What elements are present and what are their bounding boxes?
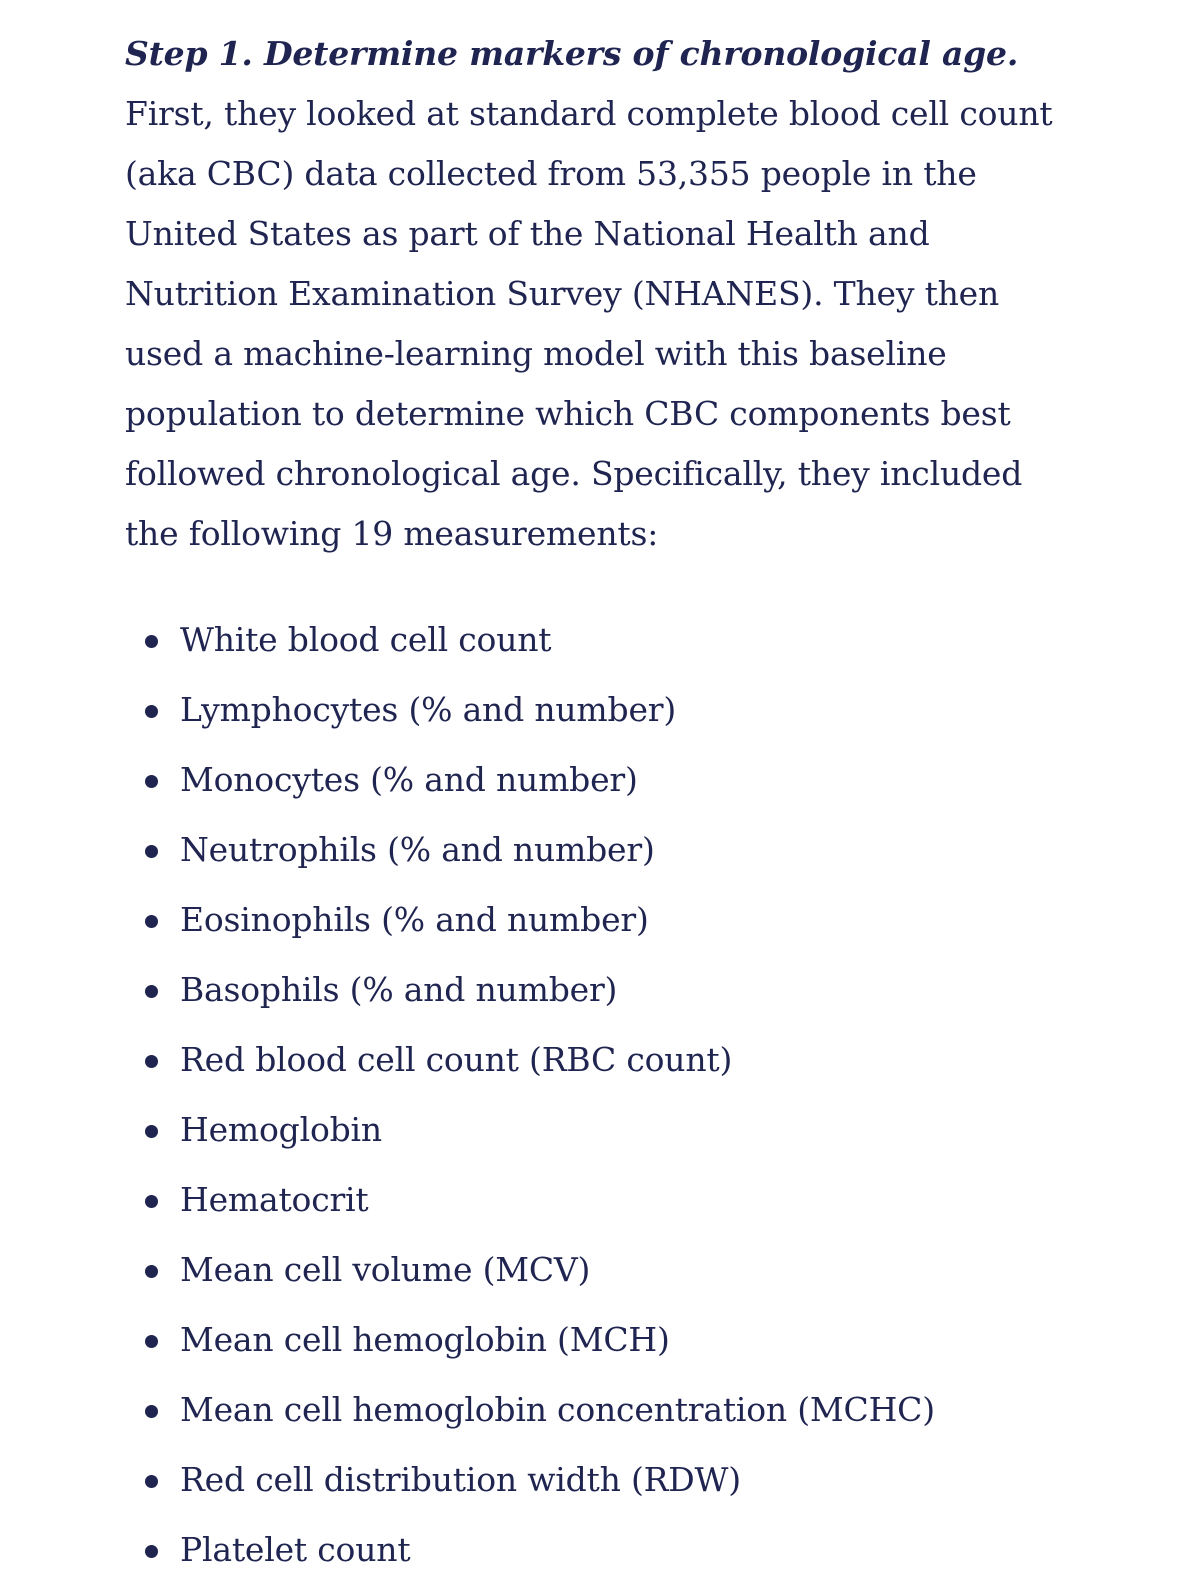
bullet-icon bbox=[145, 1405, 158, 1418]
list-item: Monocytes (% and number) bbox=[125, 745, 1085, 815]
intro-paragraph bbox=[125, 24, 1085, 564]
list-item: White blood cell count bbox=[125, 605, 1085, 675]
article-body bbox=[125, 24, 1085, 1585]
bullet-icon bbox=[145, 845, 158, 858]
list-item: Mean cell hemoglobin concentration (MCHC) bbox=[125, 1375, 1085, 1445]
list-item: Lymphocytes (% and number) bbox=[125, 675, 1085, 745]
list-item: Platelet count bbox=[125, 1515, 1085, 1585]
step-heading: Step 1. Determine markers of chronological age. bbox=[125, 34, 1019, 73]
bullet-icon bbox=[145, 635, 158, 648]
list-item: Neutrophils (% and number) bbox=[125, 815, 1085, 885]
bullet-icon bbox=[145, 705, 158, 718]
list-item: Hematocrit bbox=[125, 1165, 1085, 1235]
bullet-icon bbox=[145, 915, 158, 928]
measurements-list bbox=[125, 605, 1085, 1585]
bullet-icon bbox=[145, 1545, 158, 1558]
list-item: Mean cell hemoglobin (MCH) bbox=[125, 1305, 1085, 1375]
bullet-icon bbox=[145, 985, 158, 998]
bullet-icon bbox=[145, 1475, 158, 1488]
list-item: Mean cell volume (MCV) bbox=[125, 1235, 1085, 1305]
list-item: Red blood cell count (RBC count) bbox=[125, 1025, 1085, 1095]
list-item: Hemoglobin bbox=[125, 1095, 1085, 1165]
bullet-icon bbox=[145, 1195, 158, 1208]
list-item: Red cell distribution width (RDW) bbox=[125, 1445, 1085, 1515]
paragraph-text: First, they looked at standard complete blood cell count (aka CBC) data collected from 53,355 people in the United States as part of the National Health and Nutrition Examination Survey (NHANES). They then used a machine-learning model with this baseline population to determine which CBC components best followed chronological age. Specifically, they included the following 19 measurements: bbox=[125, 94, 1053, 553]
bullet-icon bbox=[145, 1125, 158, 1138]
bullet-icon bbox=[145, 1265, 158, 1278]
bullet-icon bbox=[145, 775, 158, 788]
bullet-icon bbox=[145, 1335, 158, 1348]
list-item: Eosinophils (% and number) bbox=[125, 885, 1085, 955]
list-item: Basophils (% and number) bbox=[125, 955, 1085, 1025]
bullet-icon bbox=[145, 1055, 158, 1068]
